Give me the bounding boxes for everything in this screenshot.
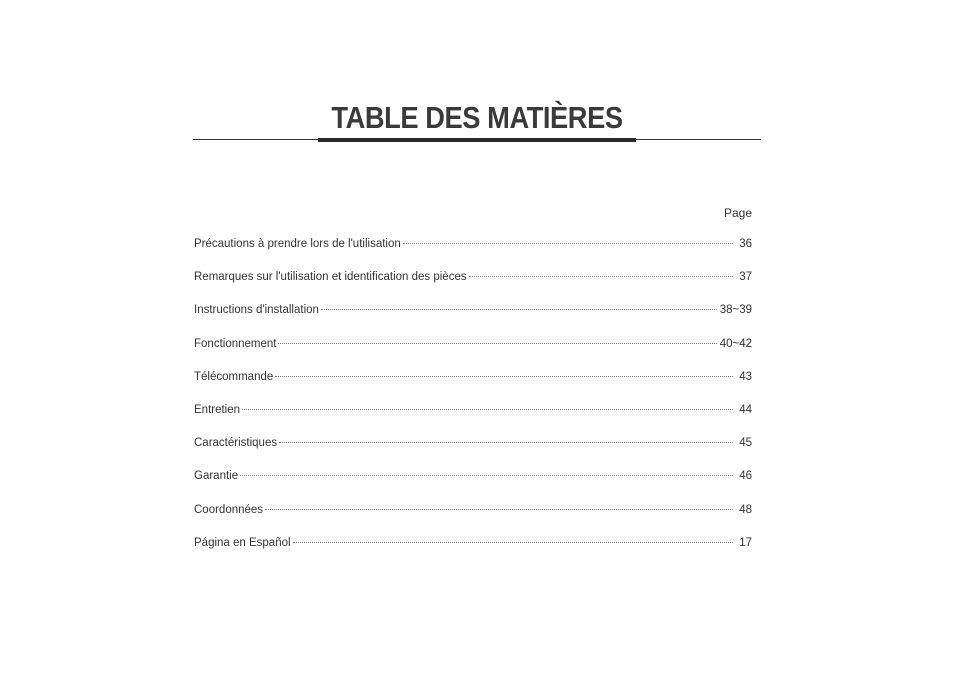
dot-leader	[265, 509, 733, 510]
dot-leader	[279, 442, 733, 443]
toc-entry-label: Garantie	[194, 470, 239, 483]
toc-entry[interactable]	[194, 470, 752, 503]
toc-entry[interactable]	[194, 338, 752, 371]
toc-entry-label: Télécommande	[194, 370, 274, 383]
toc-entry[interactable]	[194, 537, 752, 570]
toc-entry-label: Fonctionnement	[194, 337, 277, 350]
toc-entry-page: 45	[739, 437, 752, 450]
toc-entry[interactable]	[194, 271, 752, 304]
page-title: TABLE DES MATIÈRES	[331, 100, 623, 135]
toc-entry-label: Précautions à prendre lors de l'utilisation	[194, 238, 401, 250]
dot-leader	[403, 243, 733, 244]
toc-entry-label: Remarques sur l'utilisation et identification des pièces	[194, 271, 467, 284]
dot-leader	[469, 276, 733, 277]
toc-entry-label: Página en Español	[194, 536, 291, 549]
toc-entry-page: 48	[739, 503, 752, 516]
toc-entry[interactable]	[194, 437, 752, 470]
toc-entry-page: 46	[739, 470, 752, 483]
toc-entry-page: 37	[739, 271, 752, 284]
toc-entry-page: 40~42	[719, 337, 752, 350]
toc-entry[interactable]	[194, 504, 752, 537]
title-underline	[318, 138, 636, 142]
toc-entry-label: Coordonnées	[194, 503, 264, 516]
toc-entry-page: 38~39	[719, 304, 752, 317]
table-of-contents	[194, 238, 752, 570]
page-column-header: Page	[723, 206, 752, 220]
toc-entry[interactable]	[194, 404, 752, 437]
toc-entry[interactable]	[194, 238, 752, 271]
dot-leader	[278, 343, 716, 344]
toc-entry-page: 36	[739, 238, 752, 250]
dot-leader	[275, 376, 733, 377]
toc-entry-page: 17	[739, 536, 752, 549]
toc-entry-label: Entretien	[194, 403, 241, 416]
toc-entry-page: 43	[739, 370, 752, 383]
toc-entry[interactable]	[194, 371, 752, 404]
toc-entry-label: Caractéristiques	[194, 437, 278, 450]
dot-leader	[321, 309, 717, 310]
toc-entry[interactable]	[194, 304, 752, 337]
toc-entry-page: 44	[739, 403, 752, 416]
toc-entry-label: Instructions d'installation	[194, 304, 319, 317]
dot-leader	[293, 542, 733, 543]
dot-leader	[242, 409, 733, 410]
dot-leader	[240, 475, 733, 476]
